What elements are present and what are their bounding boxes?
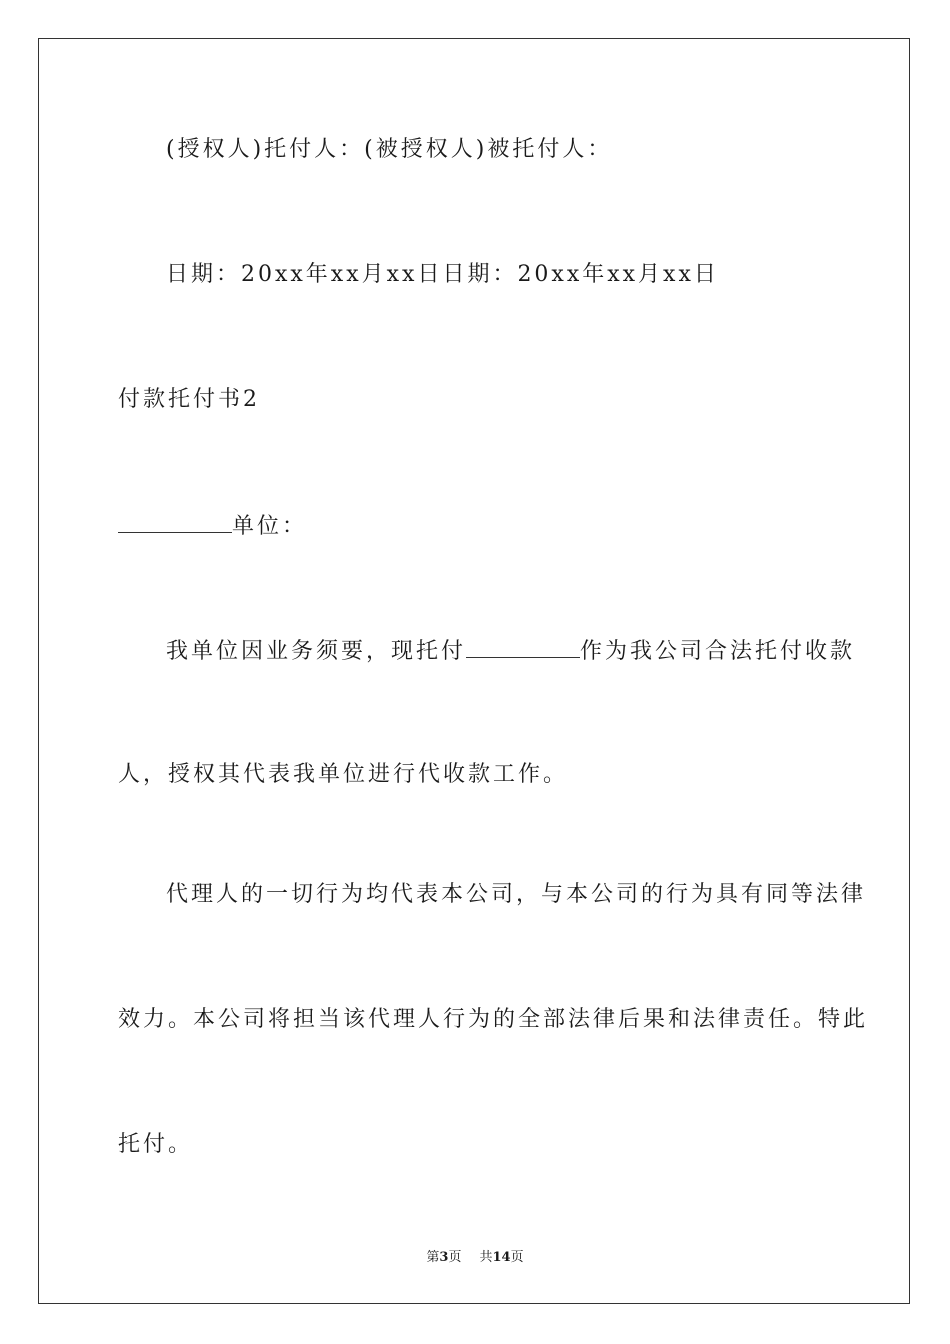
page-suffix: 页 <box>448 1250 462 1265</box>
agent-name-blank[interactable] <box>466 635 580 658</box>
page-footer <box>0 1249 950 1267</box>
signatories-line: (授权人)托付人：(被授权人)被托付人： <box>166 137 613 162</box>
addressee-suffix: 单位： <box>232 514 308 539</box>
page-prefix: 第 <box>426 1250 440 1265</box>
addressee-blank[interactable] <box>118 510 232 533</box>
paragraph-2-line-3: 托付。 <box>118 1132 194 1157</box>
total-suffix: 页 <box>510 1250 524 1265</box>
total-prefix: 共 <box>479 1250 493 1265</box>
paragraph-1-text-b: 作为我公司合法托付收款 <box>580 639 856 664</box>
addressee-line <box>118 510 307 542</box>
paragraph-1-line-2: 人，授权其代表我单位进行代收款工作。 <box>118 762 569 787</box>
paragraph-2-line-2: 效力。本公司将担当该代理人行为的全部法律后果和法律责任。特此 <box>118 1007 869 1032</box>
dates-line: 日期：20xx年xx月xx日日期：20xx年xx月xx日 <box>166 262 719 287</box>
document-heading: 付款托付书2 <box>118 387 260 412</box>
paragraph-1-text-a: 我单位因业务须要，现托付 <box>166 639 467 664</box>
page-frame <box>38 38 910 1304</box>
page-current: 3 <box>439 1250 449 1265</box>
paragraph-2-line-1: 代理人的一切行为均代表本公司，与本公司的行为具有同等法律 <box>166 882 867 907</box>
page-total: 14 <box>492 1250 511 1265</box>
paragraph-1-line-1 <box>166 635 855 667</box>
